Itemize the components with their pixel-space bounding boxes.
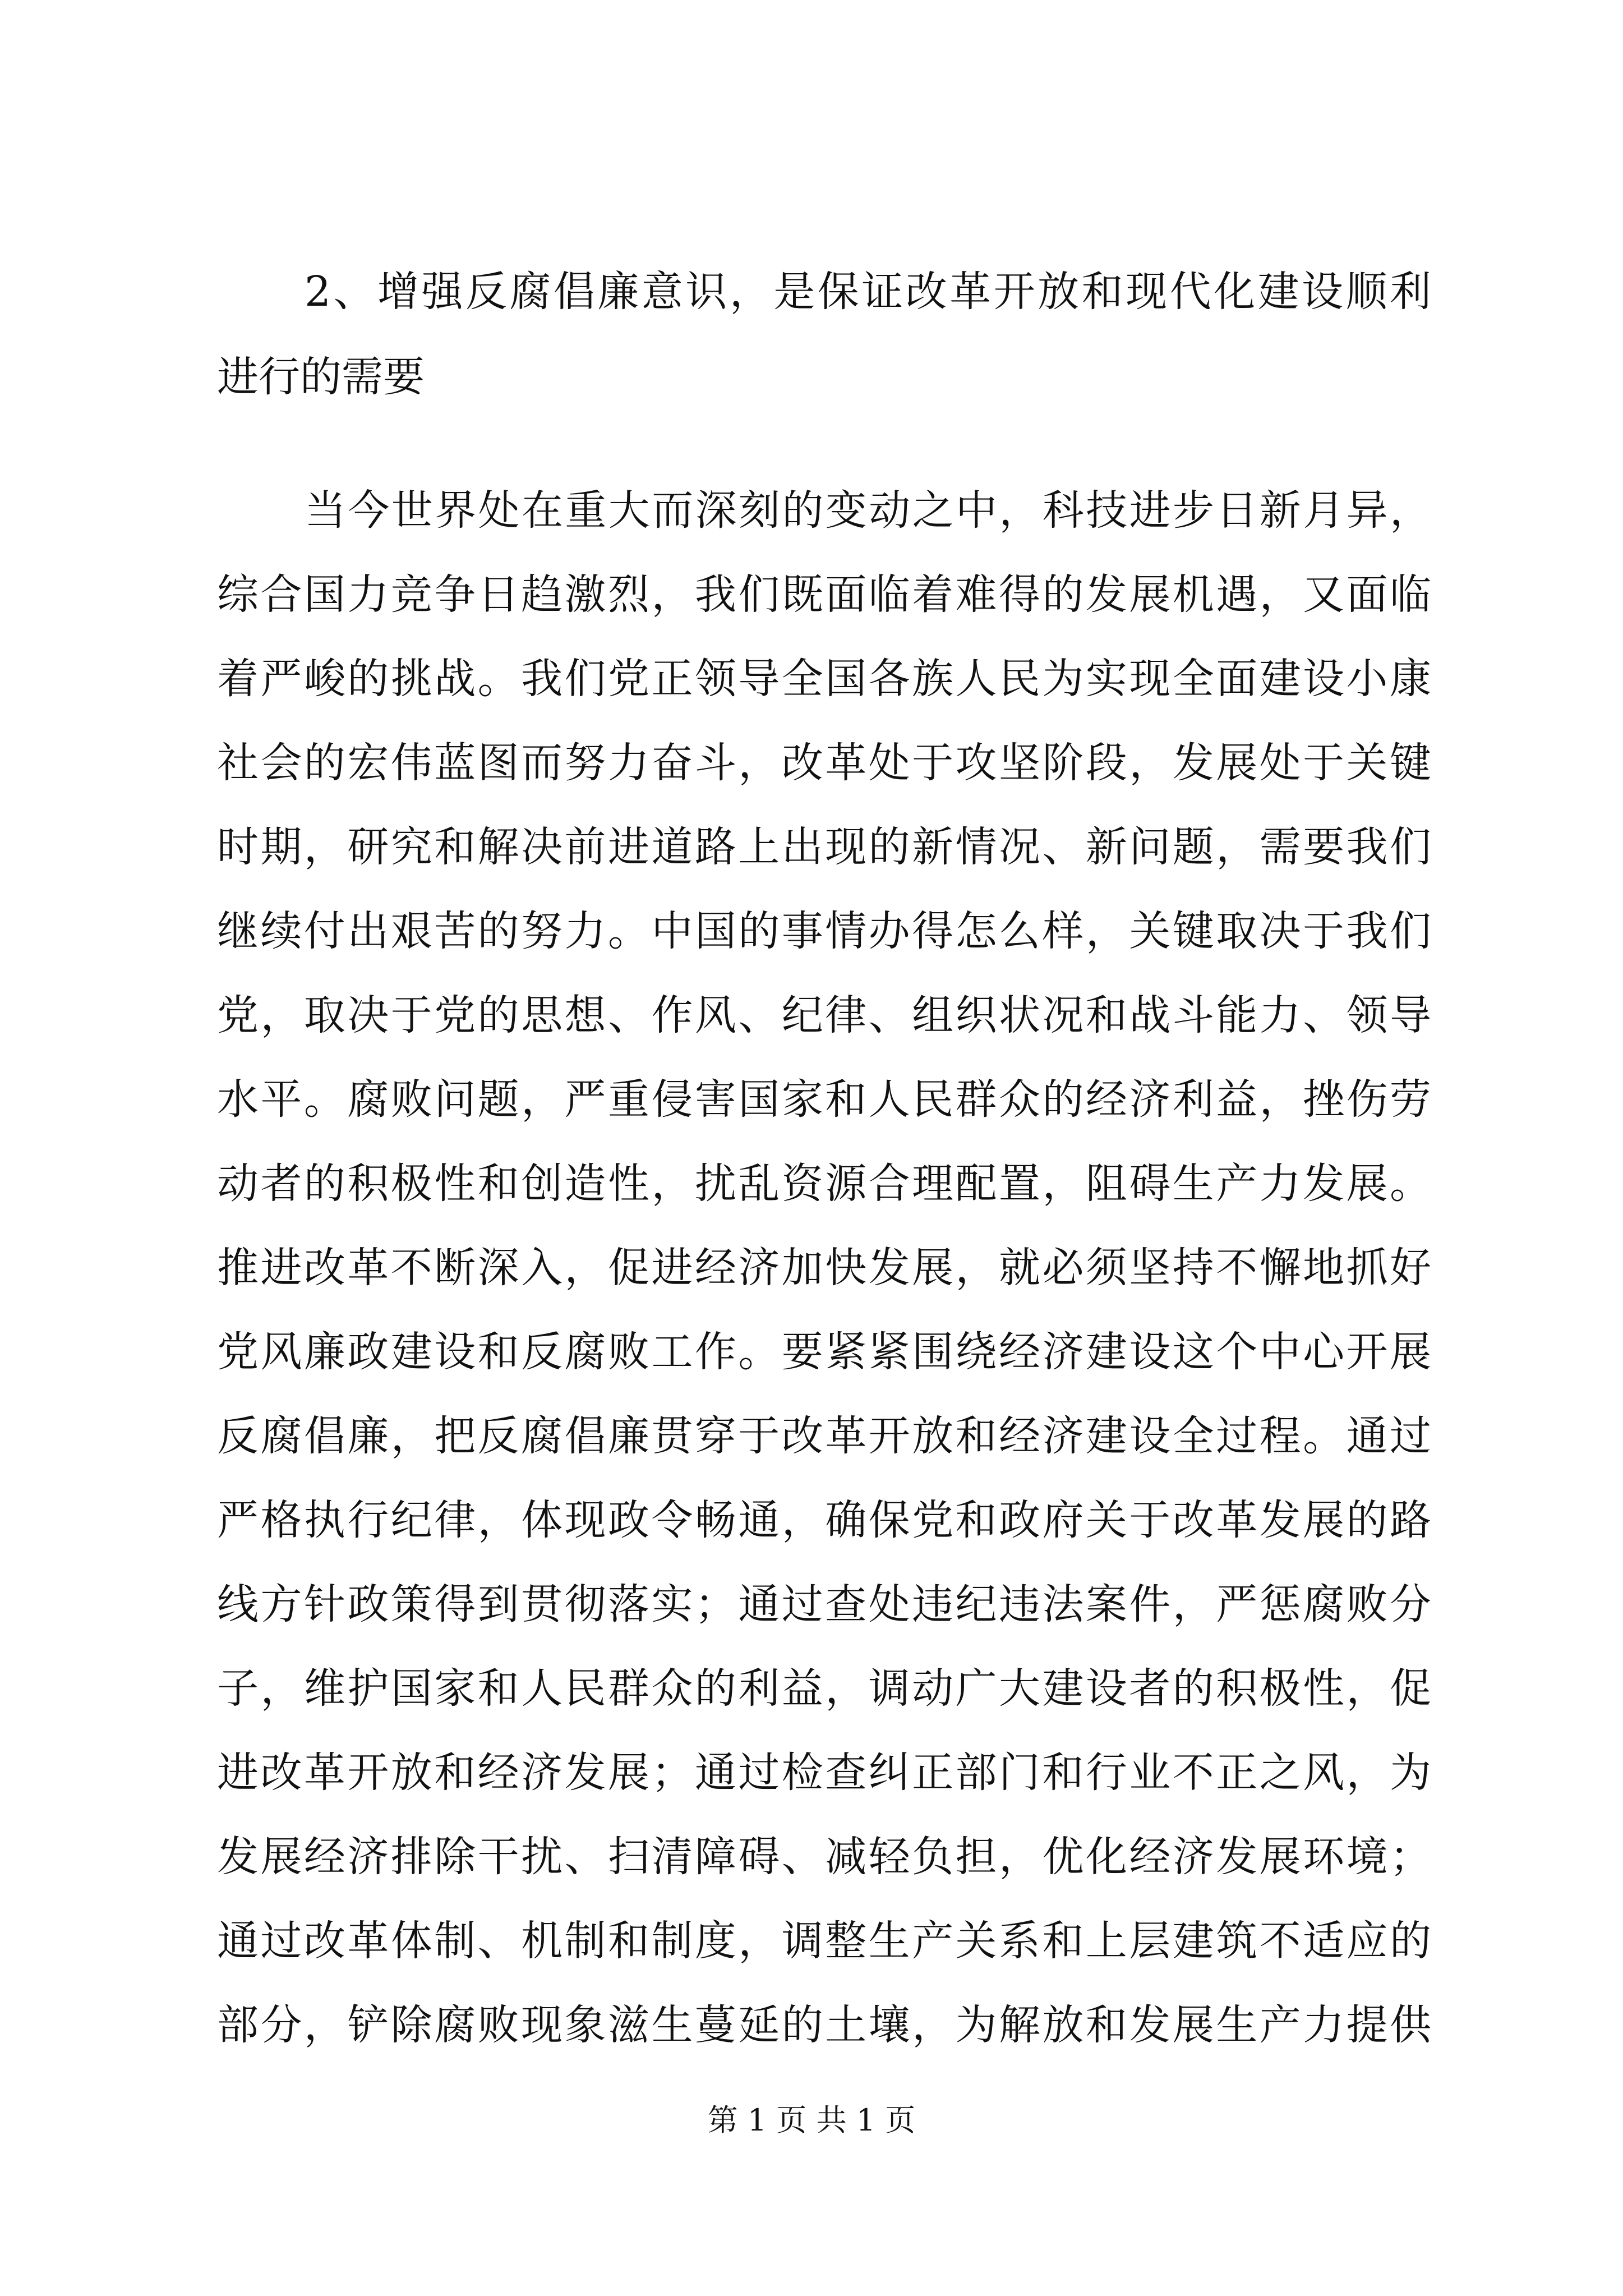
body-line-2: 综合国力竞争日趋激烈，我们既面临着难得的发展机遇，又面临 [217, 570, 1431, 619]
body-line-14: 线方针政策得到贯彻落实；通过查处违纪违法案件，严惩腐败分 [217, 1580, 1431, 1628]
body-line-7: 党，取决于党的思想、作风、纪律、组织状况和战斗能力、领导 [217, 991, 1431, 1039]
body-line-8: 水平。腐败问题，严重侵害国家和人民群众的经济利益，挫伤劳 [217, 1075, 1431, 1124]
body-line-9: 动者的积极性和创造性，扰乱资源合理配置，阻碍生产力发展。 [217, 1159, 1431, 1208]
body-line-13: 严格执行纪律，体现政令畅通，确保党和政府关于改革发展的路 [217, 1496, 1431, 1544]
body-line-3: 着严峻的挑战。我们党正领导全国各族人民为实现全面建设小康 [217, 655, 1431, 703]
body-line-19: 部分，铲除腐败现象滋生蔓延的土壤，为解放和发展生产力提供 [217, 2001, 1431, 2049]
heading-line-2: 进行的需要 [217, 353, 425, 401]
body-line-4: 社会的宏伟蓝图而努力奋斗，改革处于攻坚阶段，发展处于关键 [217, 739, 1431, 787]
body-line-1: 当今世界处在重大而深刻的变动之中，科技进步日新月异， [305, 486, 1431, 535]
body-line-6: 继续付出艰苦的努力。中国的事情办得怎么样，关键取决于我们 [217, 907, 1431, 955]
page-footer: 第 1 页 共 1 页 [707, 2102, 916, 2138]
heading-line-1: 2、增强反腐倡廉意识，是保证改革开放和现代化建设顺利 [305, 268, 1431, 316]
body-line-12: 反腐倡廉，把反腐倡廉贯穿于改革开放和经济建设全过程。通过 [217, 1412, 1431, 1460]
body-line-17: 发展经济排除干扰、扫清障碍、减轻负担，优化经济发展环境； [217, 1833, 1431, 1881]
body-line-10: 推进改革不断深入，促进经济加快发展，就必须坚持不懈地抓好 [217, 1244, 1431, 1292]
body-line-18: 通过改革体制、机制和制度，调整生产关系和上层建筑不适应的 [217, 1917, 1431, 1965]
body-line-16: 进改革开放和经济发展；通过检查纠正部门和行业不正之风，为 [217, 1749, 1431, 1797]
body-line-11: 党风廉政建设和反腐败工作。要紧紧围绕经济建设这个中心开展 [217, 1328, 1431, 1376]
body-line-15: 子，维护国家和人民群众的利益，调动广大建设者的积极性，促 [217, 1664, 1431, 1713]
body-line-5: 时期，研究和解决前进道路上出现的新情况、新问题，需要我们 [217, 823, 1431, 871]
